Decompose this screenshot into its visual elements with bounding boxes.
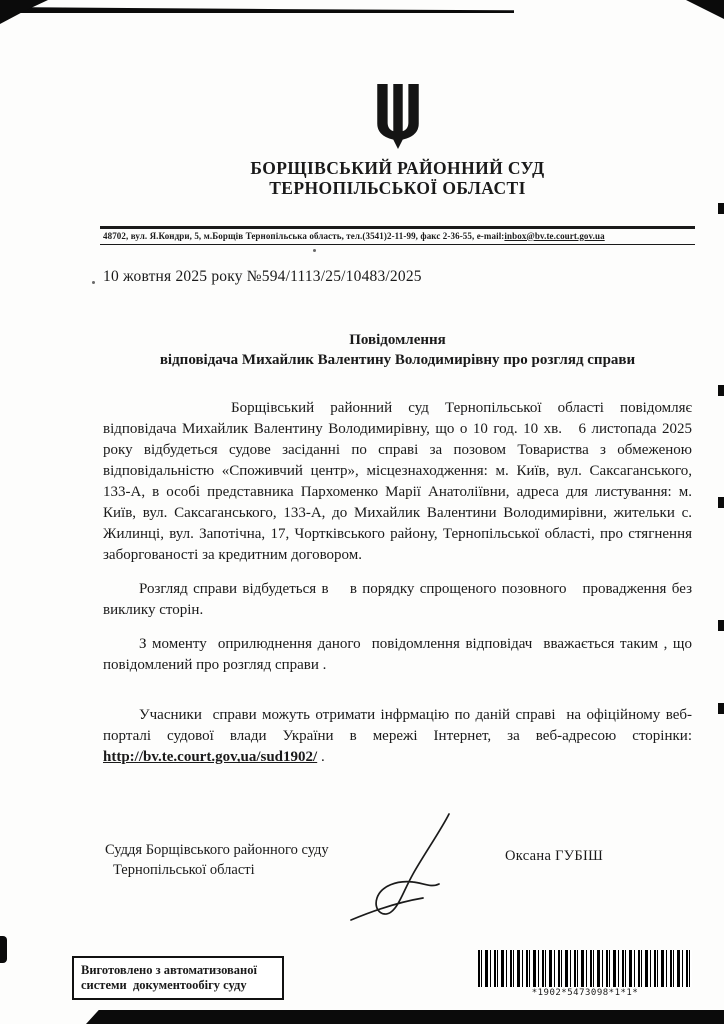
- scan-artifact-left-blob: [0, 936, 7, 963]
- scan-artifact-edge-mark: [718, 203, 724, 214]
- body-paragraph-4: [103, 705, 692, 768]
- letterhead-rule-bottom: [100, 244, 695, 246]
- judge-signature: [345, 808, 475, 933]
- scan-artifact-bottom-bar: [86, 1010, 724, 1024]
- judge-role: [105, 840, 329, 880]
- letterhead: [103, 84, 692, 245]
- judge-name: Оксана ГУБІШ: [505, 848, 604, 864]
- document-title-line2: відповідача Михайлик Валентину Володимирівну про розгляд справи: [159, 352, 636, 368]
- court-address: 48702, вул. Я.Кондри, 5, м.Борщів Тернопільська область, тел.(3541)2-11-99, факс 2-36-55, e-mail:: [103, 230, 505, 241]
- scan-artifact-edge-mark: [718, 497, 724, 508]
- paragraph-4-suffix: .: [317, 749, 325, 765]
- court-portal-link[interactable]: http://bv.te.court.gov.ua/sud1902/: [103, 749, 318, 765]
- body-paragraph-1: Борщівський районний суд Тернопільської області повідомляє відповідача Михайлик Валентину Володимирівну, що о 10 год. 10 хв. 6 листопада 2025 року відбудеться судове засіданні по справі за позовом Товариства з обмеженою відповідальністю «Споживчий центр», місцезнаходження: м. Київ, вул. Саксаганського, 133-А, в особі представника Пархоменко Марії Анатоліївни, адреса для листування: м. Київ, вул. Саксаганського, 133-А, до Михайлик Валентини Володимирівни, жительки с. Жилинці, вул. Запотічна, 17, Чортківського району, Тернопільської області, про стягнення заборгованості за кредитним договором.: [103, 400, 692, 563]
- signature-block: [103, 832, 692, 952]
- judge-role-line1: Суддя Борщівського районного суду: [105, 842, 329, 858]
- scan-artifact-edge-mark: [718, 620, 724, 631]
- court-name-line1: БОРЩІВСЬКИЙ РАЙОННИЙ СУД: [250, 158, 545, 178]
- court-email-link[interactable]: inbox@bv.te.court.gov.ua: [504, 230, 605, 241]
- judge-role-line2: Тернопільської області: [113, 862, 255, 878]
- body-paragraph-2: Розгляд справи відбудеться в в порядку спрощеного позовного провадження без виклику сторін.: [103, 581, 692, 618]
- barcode-text: *1902*5473098*1*1*: [531, 988, 639, 998]
- barcode: [478, 950, 692, 998]
- body-paragraph-3: З моменту оприлюднення даного повідомлення відповідач вважається таким , що повідомлений про розгляд справи .: [103, 636, 692, 673]
- paragraph-4-text: Учасники справи можуть отримати інфрмацію по даній справі на офіційному веб-порталі судової влади України в мережі Інтернет, за веб-адресою сторінки:: [103, 707, 692, 744]
- document-content: [103, 0, 692, 952]
- scan-artifact-edge-mark: [718, 385, 724, 396]
- automation-stamp: Виготовлено з автоматизованої системи документообігу суду: [72, 956, 284, 1000]
- document-title: [103, 330, 692, 370]
- ukraine-trident-emblem: [371, 84, 425, 150]
- scan-speck: [92, 281, 95, 284]
- court-name-line2: ТЕРНОПІЛЬСЬКОЇ ОБЛАСТІ: [269, 178, 526, 198]
- scan-artifact-edge-mark: [718, 703, 724, 714]
- barcode-bars: [478, 950, 692, 987]
- court-contact-line: [103, 229, 692, 243]
- document-date-number: 10 жовтня 2025 року №594/1113/25/10483/2025: [103, 268, 422, 285]
- document-title-line1: Повідомлення: [349, 332, 446, 348]
